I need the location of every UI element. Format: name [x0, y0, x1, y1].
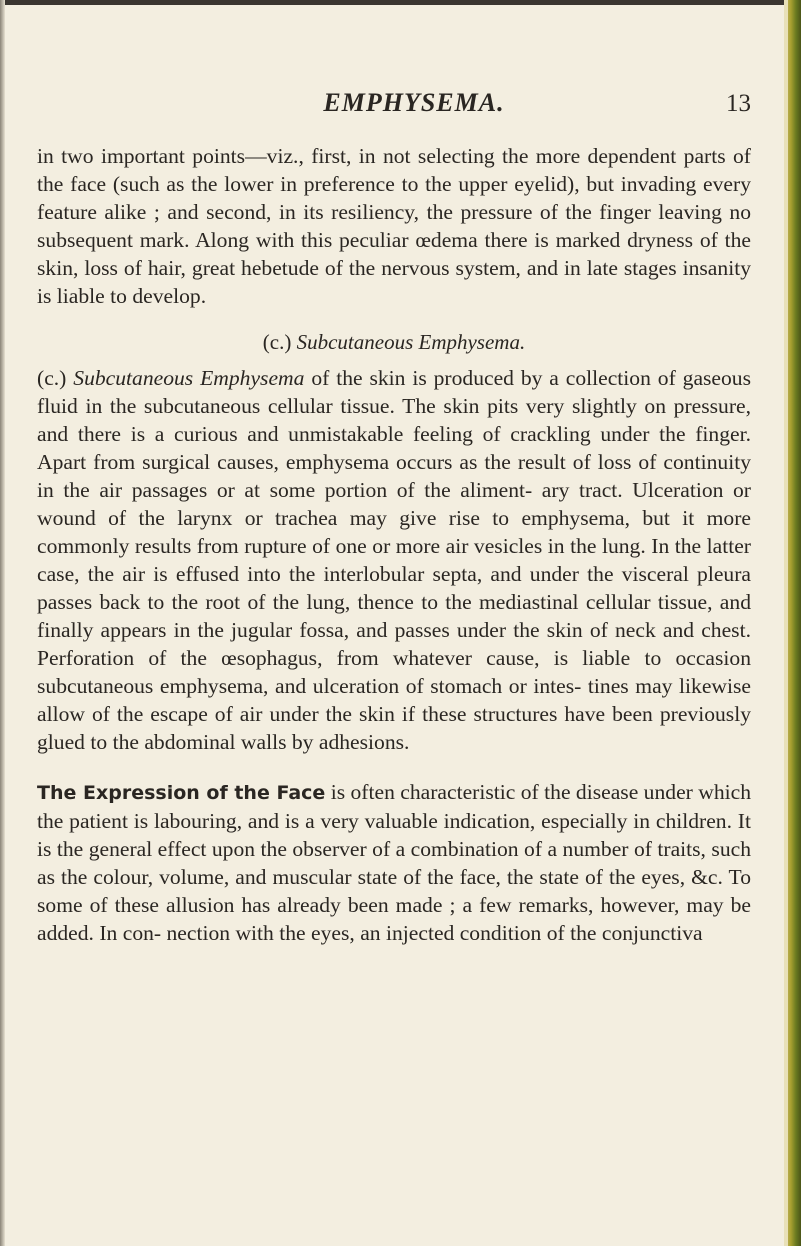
paragraph-marker: (c.) — [37, 366, 67, 390]
paragraph-subcutaneous-emphysema — [37, 364, 751, 756]
page-left-edge — [0, 0, 5, 1246]
page-header — [37, 80, 751, 132]
book-page — [37, 80, 751, 947]
page-top-edge — [0, 0, 801, 5]
paragraph-body: is often characteristic of the disease under which the patient is labouring, and is a very valuable indication, especially in children. It is the general effect upon the observer of a combination of a number of traits, such as the colour, volume, and muscular state of the face, the state of the eyes, &c. To some of these allusion has already been made ; a few remarks, however, may be added. In con- nection with the eyes, an injected condition of the conjunctiva — [37, 780, 752, 945]
paragraph-lead-term: Subcutaneous Emphysema — [73, 366, 305, 390]
paragraph-bold-lead: The Expression of the Face — [37, 782, 326, 804]
book-spine-edge — [784, 0, 801, 1246]
running-title: EMPHYSEMA. — [323, 88, 505, 117]
paragraph-expression-of-face — [37, 778, 751, 947]
paragraph-oedema-continued: in two important points—viz., first, in not selecting the more dependent parts of the face (such as the lower in preference to the upper eyelid), but invading every feature alike ; and second, in its resiliency, the pressure of the finger leaving no subsequent mark. Along with this peculiar œdema there is marked dryness of the skin, loss of hair, great hebetude of the nervous system, and in late stages insanity is liable to develop. — [37, 144, 751, 308]
section-heading-title: Subcutaneous Emphysema. — [296, 330, 526, 354]
paragraph-body: of the skin is produced by a collection of gaseous fluid in the subcutaneous cellular tissue. The skin pits very slightly on pressure, and there is a curious and unmistakable feeling of crackling under the finger. Apart from surgical causes, emphysema occurs as the result of loss of continuity in the air passages or at some portion of the aliment- ary tract. Ulceration or wound of the larynx or trachea may give rise to emphysema, but it more commonly results from rupture of one or more air vesicles in the lung. In the latter case, the air is effused into the interlobular septa, and under the visceral pleura passes back to the root of the lung, thence to the mediastinal cellular tissue, and finally appears in the jugular fossa, and passes under the skin of neck and chest. Perforation of the œsophagus, from whatever cause, is liable to occasion subcutaneous emphysema, and ulceration of stomach or intes- tines may likewise allow of the escape of air under the skin if these structures have been previously glued to the abdominal walls by adhesions. — [37, 366, 752, 754]
page-number: 13 — [726, 90, 751, 117]
section-heading-marker: (c.) — [262, 330, 292, 354]
section-heading — [37, 330, 751, 355]
